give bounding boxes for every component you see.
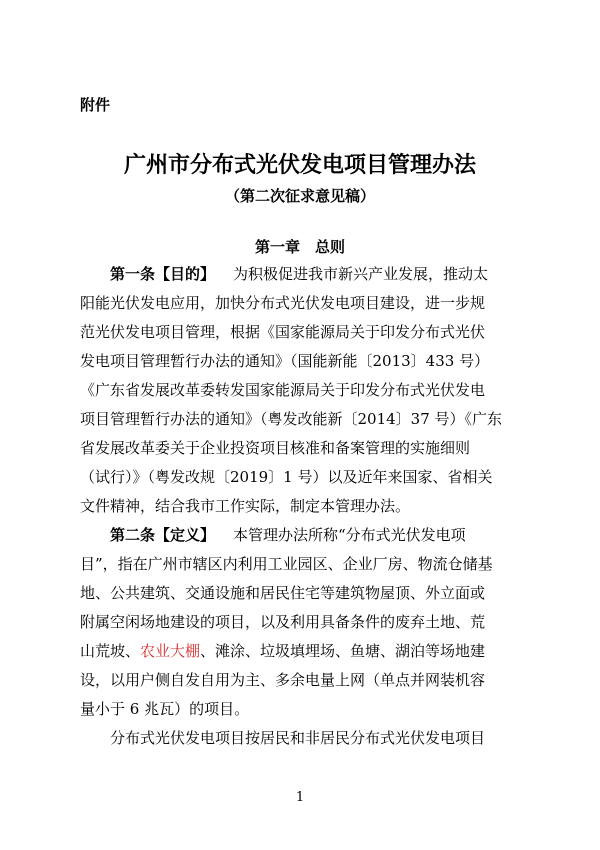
article2-line: 设，以用户侧自发自用为主、多余电量上网（单点并网装机容 (80, 671, 486, 689)
article2-label: 第二条【定义】 (110, 526, 216, 544)
chapter-heading: 第一章 总则 (254, 238, 345, 256)
article1-line: 项目管理暂行办法的通知》（粤发改能新〔2014〕37 号）《广东 (80, 410, 503, 428)
article2-line: 附属空闲场地建设的项目，以及利用具备条件的废弃土地、荒 (80, 613, 486, 631)
article1-line: 《广东省发展改革委转发国家能源局关于印发分布式光伏发电 (80, 381, 486, 399)
article2-line: 目”，指在广州市辖区内利用工业园区、企业厂房、物流仓储基 (80, 555, 493, 573)
article1-line: 阳能光伏发电应用，加快分布式光伏发电项目建设，进一步规 (80, 294, 486, 312)
article2-line: 地、公共建筑、交通设施和居民住宅等建筑物屋顶、外立面或 (80, 584, 486, 602)
document-subtitle: （第二次征求意见稿） (224, 187, 375, 205)
article1-line: 发电项目管理暂行办法的通知》（国能新能〔2013〕433 号） (80, 352, 490, 370)
document-title: 广州市分布式光伏发电项目管理办法 (123, 152, 476, 178)
highlighted-term: 农业大棚 (140, 642, 201, 660)
article1-line: （试行）》（粤发改规〔2019〕1 号）以及近年来国家、省相关 (80, 468, 493, 486)
article1-line: 范光伏发电项目管理，根据《国家能源局关于印发分布式光伏 (80, 323, 486, 341)
article2-line: 量小于 6 兆瓦）的项目。 (80, 700, 250, 718)
paragraph3-line: 分布式光伏发电项目按居民和非居民分布式光伏发电项目 (110, 729, 486, 747)
article1-line: 省发展改革委关于企业投资项目核准和备案管理的实施细则 (80, 439, 471, 457)
article2-line: 本管理办法所称“分布式光伏发电项 (233, 526, 466, 544)
attachment-label: 附件 (80, 96, 111, 114)
article2-text: 山荒坡、 (80, 642, 141, 660)
page-number: 1 (295, 790, 305, 805)
article2-text: 、滩涂、垃圾填埋场、鱼塘、湖泊等场地建 (200, 642, 486, 660)
article1-line: 文件精神，结合我市工作实际，制定本管理办法。 (80, 497, 411, 515)
article2-first-line (110, 525, 466, 545)
article2-line-highlight (80, 641, 485, 661)
article1-label: 第一条【目的】 (110, 265, 216, 283)
article1-line: 为积极促进我市新兴产业发展，推动太 (233, 265, 489, 283)
article1-first-line (110, 264, 488, 284)
